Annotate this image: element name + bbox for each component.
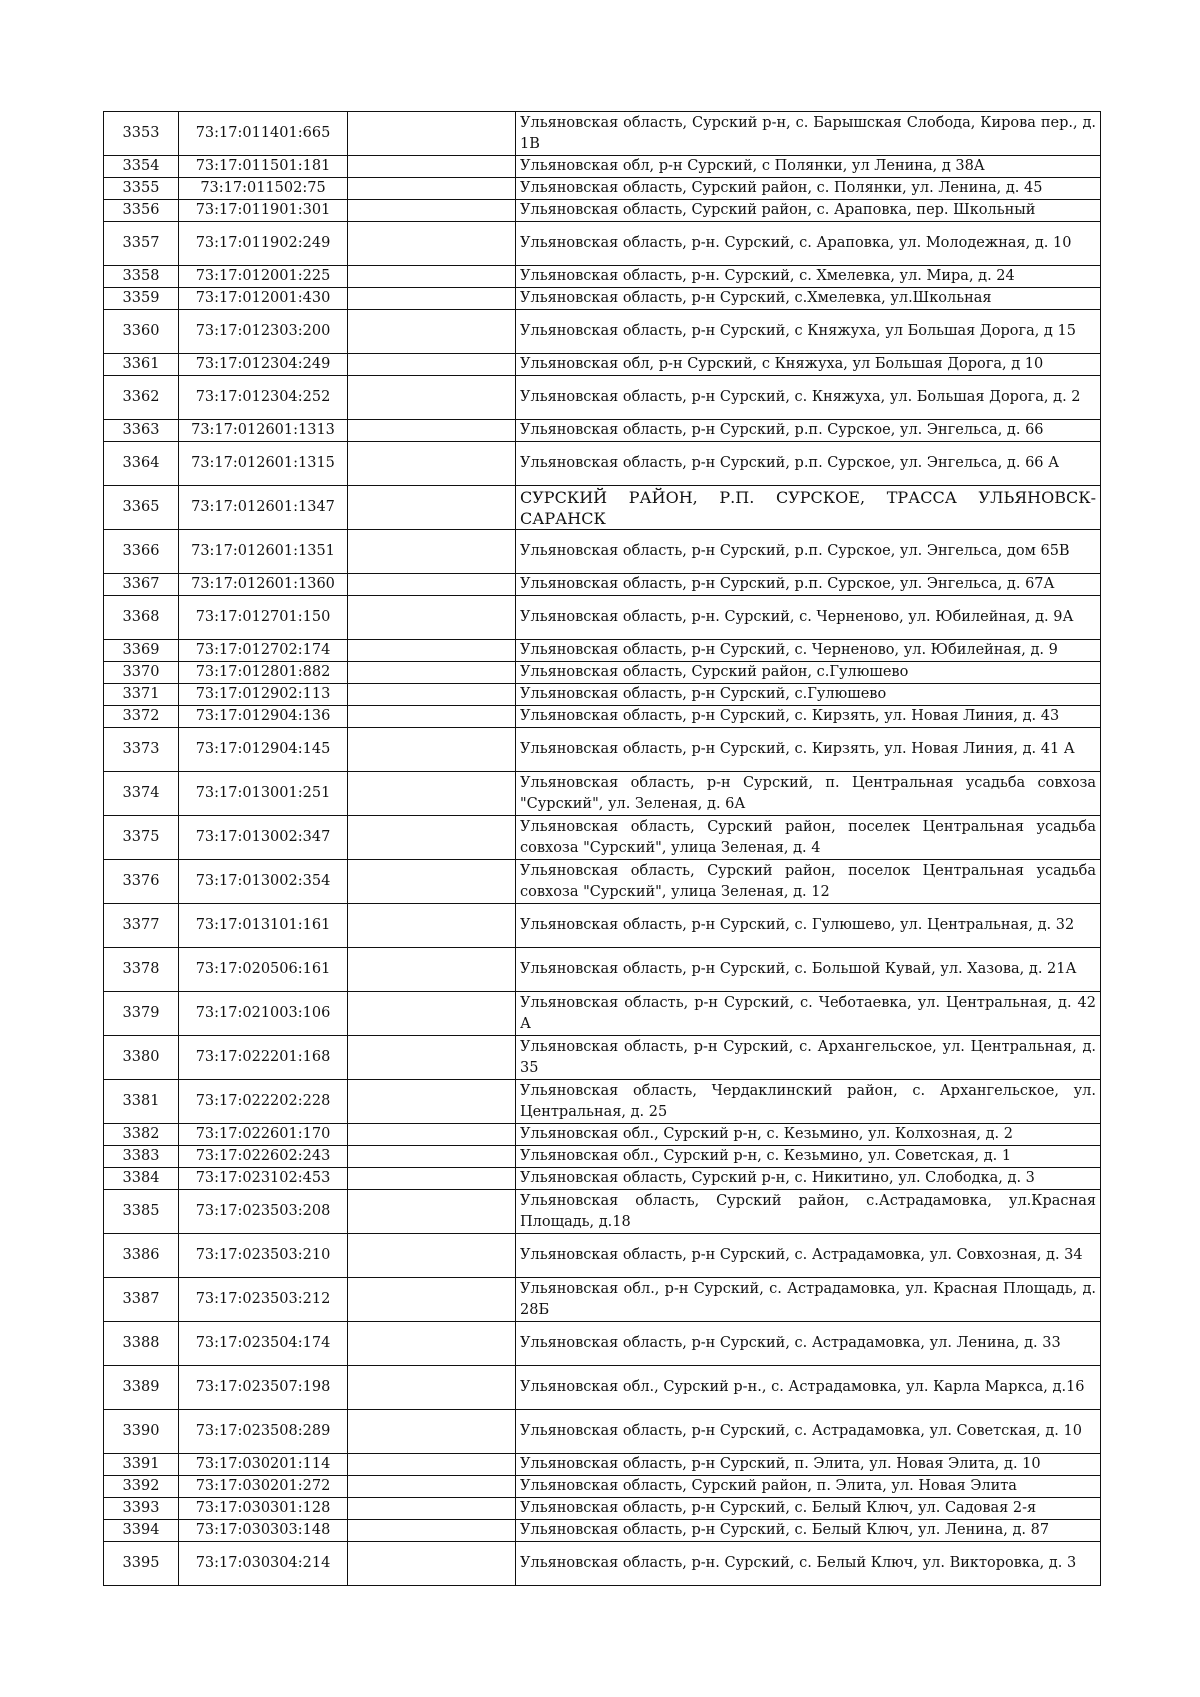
address: Ульяновская область, р-н Сурский, с.Гулюшево xyxy=(516,684,1101,706)
table-row xyxy=(104,1278,1101,1322)
address: Ульяновская область, Чердаклинский район, с. Архангельское, ул. Центральная, д. 25 xyxy=(516,1080,1101,1124)
table-row xyxy=(104,684,1101,706)
table-row xyxy=(104,816,1101,860)
row-number: 3373 xyxy=(104,728,179,772)
table-row xyxy=(104,596,1101,640)
empty-cell xyxy=(348,310,516,354)
address: Ульяновская обл., Сурский р-н., с. Астрадамовка, ул. Карла Маркса, д.16 xyxy=(516,1366,1101,1410)
address: Ульяновская обл, р-н Сурский, с Полянки, ул Ленина, д 38А xyxy=(516,156,1101,178)
table-row xyxy=(104,860,1101,904)
cadastral-number: 73:17:013002:354 xyxy=(179,860,348,904)
address: Ульяновская область, р-н Сурский, с. Кирзять, ул. Новая Линия, д. 41 А xyxy=(516,728,1101,772)
row-number: 3358 xyxy=(104,266,179,288)
address: Ульяновская область, р-н Сурский, с.Хмелевка, ул.Школьная xyxy=(516,288,1101,310)
cadastral-number: 73:17:011502:75 xyxy=(179,178,348,200)
table-row xyxy=(104,640,1101,662)
table-row xyxy=(104,1080,1101,1124)
table-row xyxy=(104,1542,1101,1586)
cadastral-number: 73:17:030201:272 xyxy=(179,1476,348,1498)
table-row xyxy=(104,200,1101,222)
cadastral-number: 73:17:022201:168 xyxy=(179,1036,348,1080)
row-number: 3368 xyxy=(104,596,179,640)
empty-cell xyxy=(348,178,516,200)
cadastral-number: 73:17:023503:212 xyxy=(179,1278,348,1322)
cadastral-number: 73:17:023503:210 xyxy=(179,1234,348,1278)
empty-cell xyxy=(348,1080,516,1124)
address: Ульяновская область, Сурский район, с.Гулюшево xyxy=(516,662,1101,684)
empty-cell xyxy=(348,1366,516,1410)
empty-cell xyxy=(348,948,516,992)
table-row xyxy=(104,376,1101,420)
address: Ульяновская область, р-н Сурский, р.п. Сурское, ул. Энгельса, дом 65В xyxy=(516,530,1101,574)
address: Ульяновская область, Сурский район, поселок Центральная усадьба совхоза "Сурский", улица Зеленая, д. 12 xyxy=(516,860,1101,904)
address: Ульяновская область, р-н Сурский, с. Кирзять, ул. Новая Линия, д. 43 xyxy=(516,706,1101,728)
address: Ульяновская область, р-н Сурский, с Княжуха, ул Большая Дорога, д 15 xyxy=(516,310,1101,354)
cadastral-number: 73:17:012601:1313 xyxy=(179,420,348,442)
cadastral-number: 73:17:030301:128 xyxy=(179,1498,348,1520)
row-number: 3361 xyxy=(104,354,179,376)
row-number: 3380 xyxy=(104,1036,179,1080)
table-row xyxy=(104,178,1101,200)
empty-cell xyxy=(348,420,516,442)
cadastral-number: 73:17:012902:113 xyxy=(179,684,348,706)
table-body xyxy=(104,112,1101,1586)
row-number: 3376 xyxy=(104,860,179,904)
empty-cell xyxy=(348,1542,516,1586)
cadastral-number: 73:17:013002:347 xyxy=(179,816,348,860)
table-row xyxy=(104,772,1101,816)
cadastral-number: 73:17:023102:453 xyxy=(179,1168,348,1190)
table-row xyxy=(104,728,1101,772)
row-number: 3391 xyxy=(104,1454,179,1476)
row-number: 3383 xyxy=(104,1146,179,1168)
address: Ульяновская область, Сурский район, с. Араповка, пер. Школьный xyxy=(516,200,1101,222)
empty-cell xyxy=(348,1476,516,1498)
table-row xyxy=(104,574,1101,596)
empty-cell xyxy=(348,1278,516,1322)
table-row xyxy=(104,1322,1101,1366)
cadastral-number: 73:17:013001:251 xyxy=(179,772,348,816)
empty-cell xyxy=(348,640,516,662)
address: Ульяновская область, р-н Сурский, с. Архангельское, ул. Центральная, д. 35 xyxy=(516,1036,1101,1080)
address: Ульяновская область, р-н Сурский, с. Астрадамовка, ул. Советская, д. 10 xyxy=(516,1410,1101,1454)
empty-cell xyxy=(348,266,516,288)
row-number: 3372 xyxy=(104,706,179,728)
row-number: 3388 xyxy=(104,1322,179,1366)
empty-cell xyxy=(348,200,516,222)
row-number: 3374 xyxy=(104,772,179,816)
row-number: 3386 xyxy=(104,1234,179,1278)
address: Ульяновская область, р-н. Сурский, с. Белый Ключ, ул. Викторовка, д. 3 xyxy=(516,1542,1101,1586)
address: Ульяновская область, р-н. Сурский, с. Черненово, ул. Юбилейная, д. 9А xyxy=(516,596,1101,640)
cadastral-number: 73:17:021003:106 xyxy=(179,992,348,1036)
table-row xyxy=(104,288,1101,310)
cadastral-number: 73:17:012702:174 xyxy=(179,640,348,662)
cadastral-number: 73:17:023507:198 xyxy=(179,1366,348,1410)
empty-cell xyxy=(348,222,516,266)
cadastral-number: 73:17:020506:161 xyxy=(179,948,348,992)
table-row xyxy=(104,1454,1101,1476)
cadastral-number: 73:17:012801:882 xyxy=(179,662,348,684)
empty-cell xyxy=(348,574,516,596)
cadastral-number: 73:17:011901:301 xyxy=(179,200,348,222)
row-number: 3365 xyxy=(104,486,179,530)
empty-cell xyxy=(348,354,516,376)
table-row xyxy=(104,1234,1101,1278)
table-row xyxy=(104,530,1101,574)
row-number: 3360 xyxy=(104,310,179,354)
cadastral-number: 73:17:012701:150 xyxy=(179,596,348,640)
row-number: 3356 xyxy=(104,200,179,222)
table-row xyxy=(104,1476,1101,1498)
row-number: 3355 xyxy=(104,178,179,200)
row-number: 3382 xyxy=(104,1124,179,1146)
row-number: 3371 xyxy=(104,684,179,706)
table-row xyxy=(104,310,1101,354)
empty-cell xyxy=(348,530,516,574)
cadastral-number: 73:17:011902:249 xyxy=(179,222,348,266)
address: Ульяновская область, р-н. Сурский, с. Хмелевка, ул. Мира, д. 24 xyxy=(516,266,1101,288)
address: Ульяновская область, р-н Сурский, с. Астрадамовка, ул. Совхозная, д. 34 xyxy=(516,1234,1101,1278)
table-row xyxy=(104,486,1101,530)
empty-cell xyxy=(348,1168,516,1190)
row-number: 3395 xyxy=(104,1542,179,1586)
address: Ульяновская область, р-н Сурский, р.п. Сурское, ул. Энгельса, д. 67А xyxy=(516,574,1101,596)
cadastral-number: 73:17:022202:228 xyxy=(179,1080,348,1124)
table-row xyxy=(104,1498,1101,1520)
empty-cell xyxy=(348,1454,516,1476)
address: Ульяновская область, Сурский район, п. Элита, ул. Новая Элита xyxy=(516,1476,1101,1498)
row-number: 3387 xyxy=(104,1278,179,1322)
row-number: 3354 xyxy=(104,156,179,178)
address: Ульяновская область, р-н Сурский, с. Черненово, ул. Юбилейная, д. 9 xyxy=(516,640,1101,662)
row-number: 3362 xyxy=(104,376,179,420)
row-number: 3389 xyxy=(104,1366,179,1410)
cadastral-number: 73:17:012601:1360 xyxy=(179,574,348,596)
table-row xyxy=(104,1190,1101,1234)
row-number: 3367 xyxy=(104,574,179,596)
cadastral-number: 73:17:012904:145 xyxy=(179,728,348,772)
table-row xyxy=(104,1146,1101,1168)
address: Ульяновская область, р-н Сурский, с. Чеботаевка, ул. Центральная, д. 42 А xyxy=(516,992,1101,1036)
cadastral-number: 73:17:030303:148 xyxy=(179,1520,348,1542)
table-row xyxy=(104,1124,1101,1146)
row-number: 3385 xyxy=(104,1190,179,1234)
cadastral-number: 73:17:011401:665 xyxy=(179,112,348,156)
table-row xyxy=(104,112,1101,156)
address: Ульяновская обл, р-н Сурский, с Княжуха, ул Большая Дорога, д 10 xyxy=(516,354,1101,376)
address: СУРСКИЙ РАЙОН, Р.П. СУРСКОЕ, ТРАССА УЛЬЯНОВСК-САРАНСК xyxy=(516,486,1101,530)
empty-cell xyxy=(348,816,516,860)
empty-cell xyxy=(348,376,516,420)
row-number: 3353 xyxy=(104,112,179,156)
cadastral-number: 73:17:012304:249 xyxy=(179,354,348,376)
row-number: 3369 xyxy=(104,640,179,662)
address: Ульяновская область, р-н Сурский, с. Белый Ключ, ул. Ленина, д. 87 xyxy=(516,1520,1101,1542)
cadastral-number: 73:17:030201:114 xyxy=(179,1454,348,1476)
cadastral-number: 73:17:012304:252 xyxy=(179,376,348,420)
address: Ульяновская область, р-н Сурский, р.п. Сурское, ул. Энгельса, д. 66 xyxy=(516,420,1101,442)
empty-cell xyxy=(348,1498,516,1520)
table-row xyxy=(104,222,1101,266)
address: Ульяновская область, р-н Сурский, п. Элита, ул. Новая Элита, д. 10 xyxy=(516,1454,1101,1476)
empty-cell xyxy=(348,1234,516,1278)
row-number: 3378 xyxy=(104,948,179,992)
empty-cell xyxy=(348,728,516,772)
row-number: 3384 xyxy=(104,1168,179,1190)
empty-cell xyxy=(348,992,516,1036)
address: Ульяновская область, Сурский р-н, с. Барышская Слобода, Кирова пер., д. 1В xyxy=(516,112,1101,156)
row-number: 3363 xyxy=(104,420,179,442)
table-row xyxy=(104,156,1101,178)
row-number: 3370 xyxy=(104,662,179,684)
cadastral-number: 73:17:012904:136 xyxy=(179,706,348,728)
address: Ульяновская область, Сурский район, поселек Центральная усадьба совхоза "Сурский", улица Зеленая, д. 4 xyxy=(516,816,1101,860)
cadastral-number: 73:17:023504:174 xyxy=(179,1322,348,1366)
row-number: 3394 xyxy=(104,1520,179,1542)
cadastral-number: 73:17:012303:200 xyxy=(179,310,348,354)
table-row xyxy=(104,706,1101,728)
address: Ульяновская область, Сурский район, с.Астрадамовка, ул.Красная Площадь, д.18 xyxy=(516,1190,1101,1234)
cadastral-number: 73:17:012001:225 xyxy=(179,266,348,288)
cadastral-number: 73:17:012601:1347 xyxy=(179,486,348,530)
empty-cell xyxy=(348,1322,516,1366)
row-number: 3381 xyxy=(104,1080,179,1124)
address: Ульяновская область, р-н Сурский, п. Центральная усадьба совхоза "Сурский", ул. Зеленая, д. 6А xyxy=(516,772,1101,816)
table-row xyxy=(104,992,1101,1036)
property-table xyxy=(103,111,1101,1586)
empty-cell xyxy=(348,1146,516,1168)
cadastral-number: 73:17:012001:430 xyxy=(179,288,348,310)
cadastral-number: 73:17:012601:1351 xyxy=(179,530,348,574)
cadastral-number: 73:17:023508:289 xyxy=(179,1410,348,1454)
empty-cell xyxy=(348,1036,516,1080)
table-row xyxy=(104,1410,1101,1454)
table-row xyxy=(104,1036,1101,1080)
empty-cell xyxy=(348,288,516,310)
cadastral-number: 73:17:013101:161 xyxy=(179,904,348,948)
empty-cell xyxy=(348,860,516,904)
row-number: 3359 xyxy=(104,288,179,310)
address: Ульяновская область, р-н Сурский, с. Белый Ключ, ул. Садовая 2-я xyxy=(516,1498,1101,1520)
row-number: 3357 xyxy=(104,222,179,266)
empty-cell xyxy=(348,442,516,486)
row-number: 3390 xyxy=(104,1410,179,1454)
table-row xyxy=(104,1366,1101,1410)
empty-cell xyxy=(348,772,516,816)
empty-cell xyxy=(348,156,516,178)
row-number: 3375 xyxy=(104,816,179,860)
cadastral-number: 73:17:023503:208 xyxy=(179,1190,348,1234)
table-row xyxy=(104,1520,1101,1542)
address: Ульяновская область, р-н Сурский, р.п. Сурское, ул. Энгельса, д. 66 А xyxy=(516,442,1101,486)
address: Ульяновская область, р-н Сурский, с. Гулюшево, ул. Центральная, д. 32 xyxy=(516,904,1101,948)
cadastral-number: 73:17:022602:243 xyxy=(179,1146,348,1168)
table-row xyxy=(104,904,1101,948)
empty-cell xyxy=(348,1190,516,1234)
table-row xyxy=(104,354,1101,376)
address: Ульяновская область, р-н Сурский, с. Большой Кувай, ул. Хазова, д. 21А xyxy=(516,948,1101,992)
table-row xyxy=(104,1168,1101,1190)
address: Ульяновская область, р-н Сурский, с. Княжуха, ул. Большая Дорога, д. 2 xyxy=(516,376,1101,420)
table-row xyxy=(104,420,1101,442)
empty-cell xyxy=(348,1520,516,1542)
cadastral-number: 73:17:012601:1315 xyxy=(179,442,348,486)
empty-cell xyxy=(348,904,516,948)
row-number: 3366 xyxy=(104,530,179,574)
address: Ульяновская область, Сурский р-н, с. Никитино, ул. Слободка, д. 3 xyxy=(516,1168,1101,1190)
address: Ульяновская область, р-н Сурский, с. Астрадамовка, ул. Ленина, д. 33 xyxy=(516,1322,1101,1366)
cadastral-number: 73:17:011501:181 xyxy=(179,156,348,178)
table-row xyxy=(104,266,1101,288)
address: Ульяновская область, Сурский район, с. Полянки, ул. Ленина, д. 45 xyxy=(516,178,1101,200)
row-number: 3364 xyxy=(104,442,179,486)
empty-cell xyxy=(348,684,516,706)
row-number: 3393 xyxy=(104,1498,179,1520)
row-number: 3379 xyxy=(104,992,179,1036)
empty-cell xyxy=(348,486,516,530)
address: Ульяновская обл., Сурский р-н, с. Кезьмино, ул. Колхозная, д. 2 xyxy=(516,1124,1101,1146)
empty-cell xyxy=(348,1124,516,1146)
empty-cell xyxy=(348,1410,516,1454)
empty-cell xyxy=(348,662,516,684)
table-row xyxy=(104,662,1101,684)
row-number: 3377 xyxy=(104,904,179,948)
address: Ульяновская область, р-н. Сурский, с. Араповка, ул. Молодежная, д. 10 xyxy=(516,222,1101,266)
table-row xyxy=(104,442,1101,486)
cadastral-number: 73:17:022601:170 xyxy=(179,1124,348,1146)
empty-cell xyxy=(348,706,516,728)
address: Ульяновская обл., р-н Сурский, с. Астрадамовка, ул. Красная Площадь, д. 28Б xyxy=(516,1278,1101,1322)
address: Ульяновская обл., Сурский р-н, с. Кезьмино, ул. Советская, д. 1 xyxy=(516,1146,1101,1168)
cadastral-number: 73:17:030304:214 xyxy=(179,1542,348,1586)
empty-cell xyxy=(348,112,516,156)
empty-cell xyxy=(348,596,516,640)
table-row xyxy=(104,948,1101,992)
row-number: 3392 xyxy=(104,1476,179,1498)
